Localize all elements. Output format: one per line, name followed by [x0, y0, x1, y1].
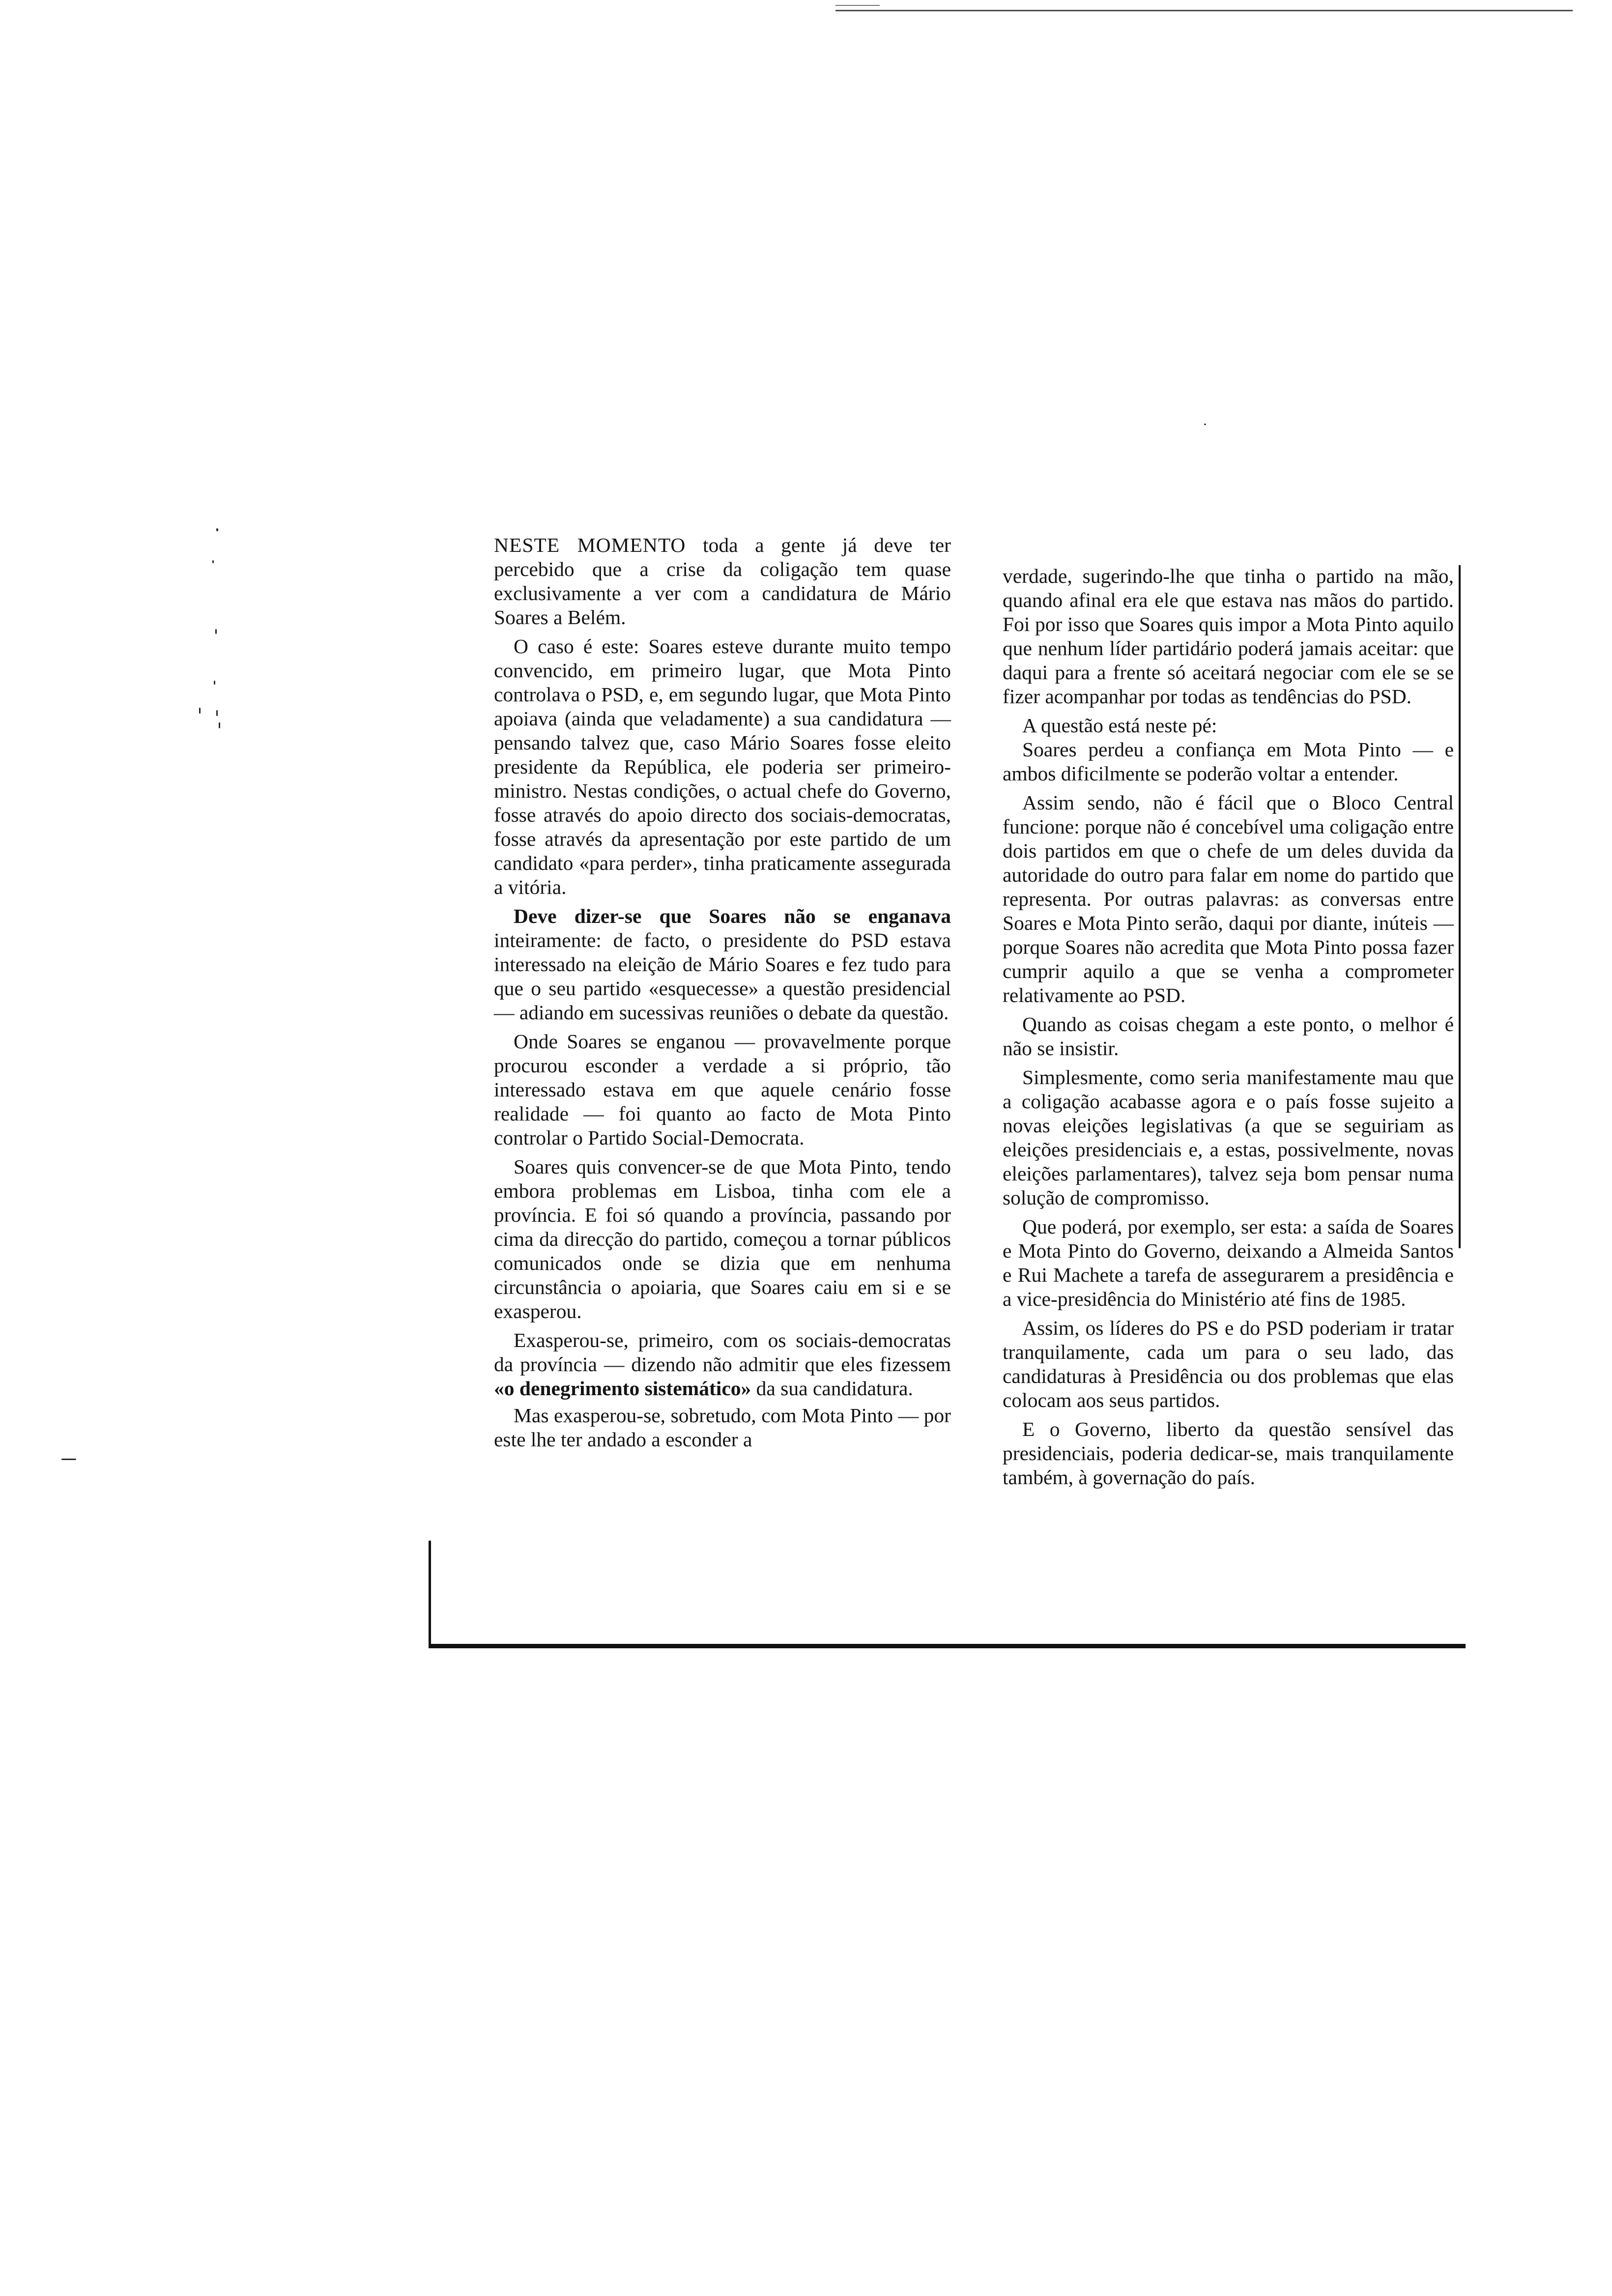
article-paragraph: E o Governo, liberto da questão sensível das presidenciais, poderia dedicar-se, mais tranquilamente também, à governação do país. [1003, 1418, 1454, 1489]
scan-speck [216, 710, 218, 716]
article-bottom-rule [429, 1644, 1466, 1648]
article-paragraph: Soares quis convencer-se de que Mota Pinto, tendo embora problemas em Lisboa, tinha com ele a província. E foi só quando a província, passando por cima da direcção do partido, começou a tornar públicos comunicados onde se dizia que em nenhuma circunstância o apoiaria, que Soares caiu em si e se exasperou. [494, 1155, 951, 1322]
scan-speck [216, 528, 218, 531]
scan-speck [199, 708, 201, 714]
scan-speck [215, 629, 217, 634]
scan-speck [61, 1459, 76, 1460]
scan-speck [212, 560, 214, 563]
article-paragraph: Exasperou-se, primeiro, com os sociais-democratas da província — dizendo não admitir que eles fizessem «o denegrimento sistemático» da sua candidatura. [494, 1329, 951, 1400]
article-column-left [494, 533, 951, 1457]
lead-caps: NESTE MOMENTO [494, 534, 686, 556]
article-paragraph: O caso é este: Soares esteve durante muito tempo convencido, em primeiro lugar, que Mota Pinto controlava o PSD, e, em segundo lugar, que Mota Pinto apoiava (ainda que veladamente) a sua candidatura — pensando talvez que, caso Mário Soares fosse eleito presidente da República, ele poderia ser primeiro-ministro. Nestas condições, o actual chefe do Governo, fosse através do apoio directo dos sociais-democratas, fosse através da apresentação por este partido de um candidato «para perder», tinha praticamente assegurada a vitória. [494, 635, 951, 898]
column-rule-right [1459, 565, 1461, 1248]
article-paragraph: verdade, sugerindo-lhe que tinha o partido na mão, quando afinal era ele que estava nas mãos do partido. Foi por isso que Soares quis impor a Mota Pinto aquilo que nenhum líder partidário poderá jamais aceitar: que daqui para a frente só aceitará negociar com ele se se fizer acompanhar por todas as tendências do PSD. [1003, 565, 1454, 708]
article-paragraph: A questão está neste pé: [1022, 714, 1217, 737]
article-paragraph: Quando as coisas chegam a este ponto, o melhor é não se insistir. [1003, 1013, 1454, 1060]
scan-speck [219, 722, 220, 728]
article-paragraph: Soares perdeu a confiança em Mota Pinto — e ambos dificilmente se poderão voltar a entender. [1003, 738, 1454, 785]
article-paragraph: Mas exasperou-se, sobretudo, com Mota Pinto — por este lhe ter andado a esconder a [494, 1404, 951, 1451]
article-paragraph: Assim, os líderes do PS e do PSD poderiam ir tratar tranquilamente, cada um para o seu lado, das candidaturas à Presidência ou dos problemas que elas colocam aos seus partidos. [1003, 1317, 1454, 1411]
bold-phrase: «o denegrimento sistemático» [494, 1377, 751, 1400]
article-paragraph: Que poderá, por exemplo, ser esta: a saída de Soares e Mota Pinto do Governo, deixando a Almeida Santos e Rui Machete a tarefa de assegurarem a presidência e a vice-presidência do Ministério até fins de 1985. [1003, 1215, 1454, 1310]
article-paragraph: NESTE MOMENTO toda a gente já deve ter percebido que a crise da coligação tem quase exclusivamente a ver com a candidatura de Mário Soares a Belém. [494, 534, 951, 629]
bold-phrase: Deve dizer-se que Soares não se enganava [514, 905, 951, 927]
scan-speck [214, 681, 215, 685]
column-rule-left [429, 1541, 431, 1646]
scan-speck [1204, 424, 1206, 425]
scan-edge-line [835, 10, 1573, 11]
article-column-right [1003, 564, 1454, 1494]
article-paragraph: Assim sendo, não é fácil que o Bloco Central funcione: porque não é concebível uma coligação entre dois partidos em que o chefe de um deles duvida da autoridade do outro para falar em nome do partido que representa. Por outras palavras: as conversas entre Soares e Mota Pinto serão, daqui por diante, inúteis — porque Soares não acredita que Mota Pinto possa fazer cumprir aquilo a que se venha a comprometer relativamente ao PSD. [1003, 791, 1454, 1006]
article-paragraph: Simplesmente, como seria manifestamente mau que a coligação acabasse agora e o país fosse sujeito a novas eleições legislativas (a que se seguiriam as eleições presidenciais e, a estas, possivelmente, novas eleições parlamentares), talvez seja bom pensar numa solução de compromisso. [1003, 1066, 1454, 1209]
scan-edge-mark [835, 5, 880, 6]
article-paragraph: Deve dizer-se que Soares não se enganava inteiramente: de facto, o presidente do PSD estava interessado na eleição de Mário Soares e fez tudo para que o seu partido «esquecesse» a questão presidencial — adiando em sucessivas reuniões o debate da questão. [494, 905, 951, 1024]
article-paragraph: Onde Soares se enganou — provavelmente porque procurou esconder a verdade a si próprio, tão interessado estava em que aquele cenário fosse realidade — foi quanto ao facto de Mota Pinto controlar o Partido Social-Democrata. [494, 1030, 951, 1149]
